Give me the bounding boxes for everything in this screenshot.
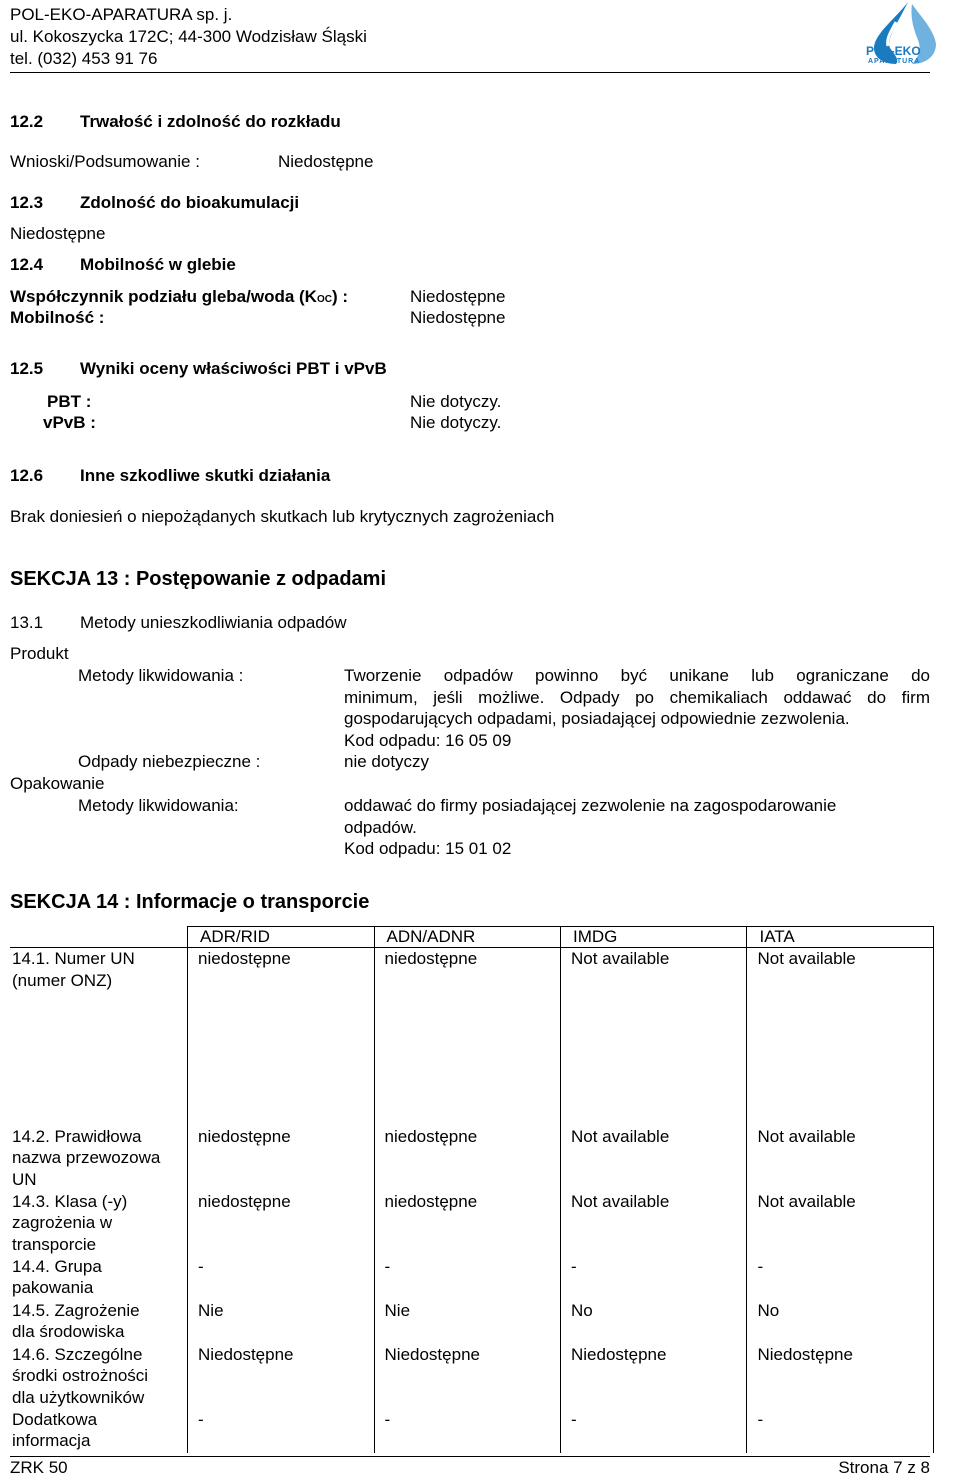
packaging-methods-line-1: oddawać do firmy posiadającej zezwolenie na zagospodarowanie [344,796,837,815]
table-cell: Nie [188,1300,374,1344]
section-12-5-title: Wyniki oceny właściwości PBT i vPvB [80,359,387,378]
table-cell: Not available [747,948,934,1126]
adverse-effects-text: Brak doniesień o niepożądanych skutkach lub krytycznych zagrożeniach [10,507,555,526]
column-header: ADN/ADNR [374,927,560,948]
waste-code-1: Kod odpadu: 16 05 09 [344,731,512,750]
header-divider [10,72,930,73]
section-12-4-number: 12.4 [10,255,44,274]
table-cell: - [188,1256,374,1300]
table-cell: - [561,1256,747,1300]
packaging-label: Opakowanie [10,774,105,793]
table-cell: niedostępne [188,948,374,1126]
conclusion-label: Wnioski/Podsumowanie : [10,152,200,171]
row-label: 14.4. Grupa pakowania [10,1256,188,1300]
table-cell: Niedostępne [747,1344,934,1409]
company-name: POL-EKO-APARATURA sp. j. [10,5,233,24]
table-row [10,1256,934,1300]
section-12-3-title: Zdolność do bioakumulacji [80,193,300,212]
table-cell: - [561,1409,747,1453]
koc-label: Współczynnik podziału gleba/woda (KOC) : [10,287,349,306]
section-12-5-number: 12.5 [10,359,44,378]
conclusion-value: Niedostępne [278,152,374,171]
footer-divider [10,1456,930,1457]
section-13-1-number: 13.1 [10,613,44,632]
table-cell: Niedostępne [188,1344,374,1409]
table-cell: niedostępne [374,948,560,1126]
table-cell: - [747,1256,934,1300]
logo-subtext: APARATURA [868,58,921,65]
row-label: 14.3. Klasa (-y) zagrożenia w transporcie [10,1191,188,1256]
table-cell: - [374,1256,560,1300]
footer-page-number: Strona 7 z 8 [838,1458,930,1477]
disposal-methods-label: Metody likwidowania : [78,666,244,685]
row-label: Dodatkowa informacja [10,1409,188,1453]
table-row [10,1409,934,1453]
section-14-heading: SEKCJA 14 : Informacje o transporcie [10,891,370,913]
waste-code-2: Kod odpadu: 15 01 02 [344,839,512,858]
table-cell: - [188,1409,374,1453]
mobility-value: Niedostępne [410,308,506,327]
column-header: ADR/RID [188,927,374,948]
table-row [10,948,934,1126]
product-label: Produkt [10,644,69,663]
table-cell: niedostępne [374,1191,560,1256]
logo-text: POL-EKO [866,44,921,58]
table-cell: Not available [561,1126,747,1191]
table-cell: Not available [747,1191,934,1256]
vpvb-value: Nie dotyczy. [410,413,502,432]
table-row [10,1300,934,1344]
section-13-heading: SEKCJA 13 : Postępowanie z odpadami [10,568,387,590]
table-row [10,1191,934,1256]
pbt-value: Nie dotyczy. [410,392,502,411]
table-cell: - [747,1409,934,1453]
hazardous-waste-label: Odpady niebezpieczne : [78,752,261,771]
section-13-1-title: Metody unieszkodliwiania odpadów [80,613,347,632]
table-cell: Niedostępne [561,1344,747,1409]
vpvb-label: vPvB : [43,413,96,432]
table-cell: niedostępne [188,1191,374,1256]
table-cell: No [561,1300,747,1344]
bioaccumulation-value: Niedostępne [10,224,106,243]
pbt-label: PBT : [47,392,92,411]
table-cell: Nie [374,1300,560,1344]
section-12-4-title: Mobilność w glebie [80,255,236,274]
row-label: 14.6. Szczególne środki ostrożności dla użytkowników [10,1344,188,1409]
transport-table-header [10,927,934,948]
table-cell: Not available [747,1126,934,1191]
mobility-label: Mobilność : [10,308,105,327]
column-header: IATA [747,927,934,948]
table-cell: niedostępne [188,1126,374,1191]
packaging-methods-label: Metody likwidowania: [78,796,239,815]
row-label: 14.1. Numer UN (numer ONZ) [10,948,188,1126]
transport-table [10,926,934,1453]
table-cell: - [374,1409,560,1453]
company-phone: tel. (032) 453 91 76 [10,49,158,68]
row-label: 14.2. Prawidłowa nazwa przewozowa UN [10,1126,188,1191]
section-12-6-title: Inne szkodliwe skutki działania [80,466,331,485]
section-12-2-number: 12.2 [10,112,44,131]
disposal-methods-line-3: gospodarujących odpadami, posiadającej odpowiednie zezwolenia. [344,709,850,728]
section-12-2-title: Trwałość i zdolność do rozkładu [80,112,341,131]
table-cell: Niedostępne [374,1344,560,1409]
company-address: ul. Kokoszycka 172C; 44-300 Wodzisław Śląski [10,27,367,46]
table-cell: Not available [561,1191,747,1256]
company-logo [852,0,956,70]
section-12-6-number: 12.6 [10,466,44,485]
row-label: 14.5. Zagrożenie dla środowiska [10,1300,188,1344]
table-cell: No [747,1300,934,1344]
hazardous-waste-value: nie dotyczy [344,752,430,771]
table-row [10,1344,934,1409]
table-cell: Not available [561,948,747,1126]
koc-value: Niedostępne [410,287,506,306]
disposal-methods-line-1: Tworzenie odpadów powinno być unikane lub ograniczane do [344,666,930,685]
footer-product-code: ZRK 50 [10,1458,68,1477]
disposal-methods-line-2: minimum, jeśli możliwe. Odpady po chemikaliach oddawać do firm [344,688,930,707]
column-header: IMDG [561,927,747,948]
table-cell: niedostępne [374,1126,560,1191]
packaging-methods-line-2: odpadów. [344,818,417,837]
table-row [10,1126,934,1191]
section-12-3-number: 12.3 [10,193,44,212]
